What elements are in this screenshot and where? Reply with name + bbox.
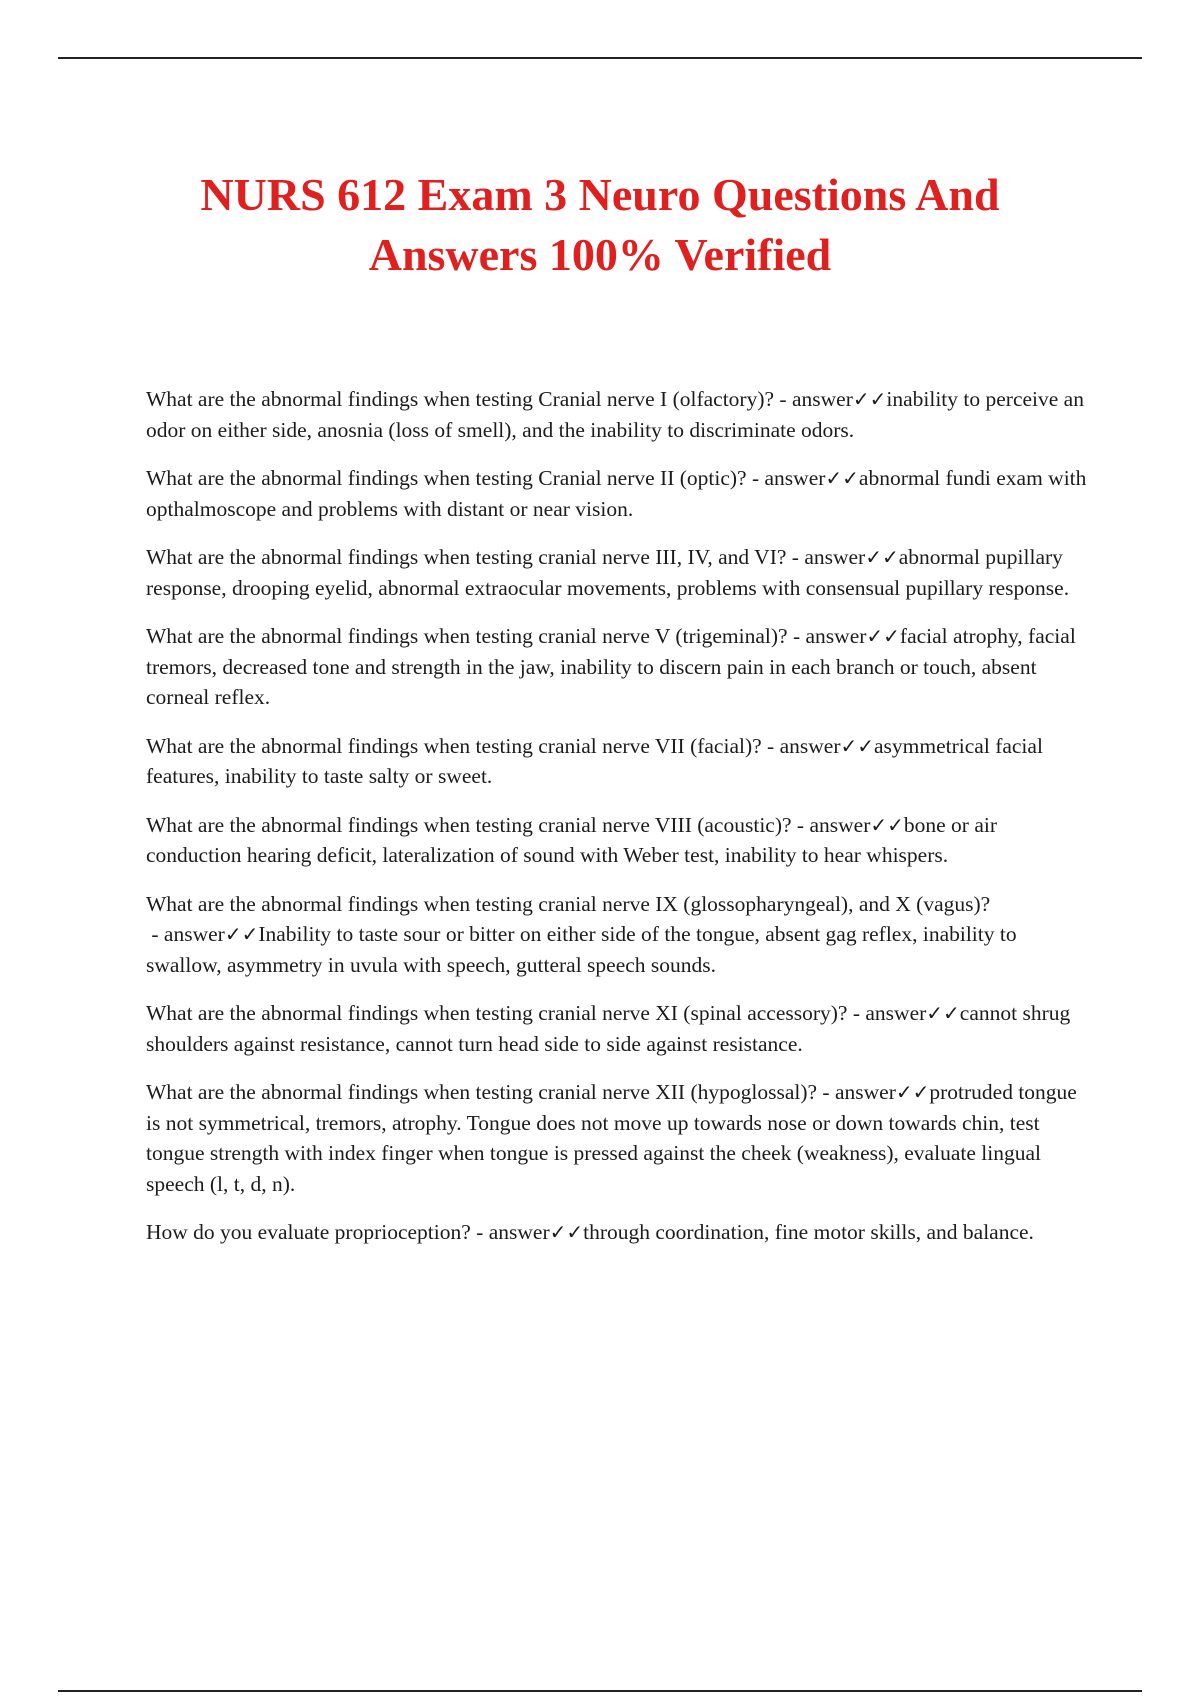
answer-label: answer <box>804 545 866 569</box>
answer-label: answer <box>764 466 826 490</box>
answer-separator: - <box>817 1080 835 1104</box>
check-icon: ✓✓ <box>870 812 904 837</box>
qa-list <box>146 384 1096 1266</box>
question-text: What are the abnormal findings when testing cranial nerve XII (hypoglossal)? <box>146 1080 818 1104</box>
question-text: What are the abnormal findings when testing cranial nerve III, IV, and VI? <box>146 545 787 569</box>
answer-text: cannot shrug shoulders against resistance, cannot turn head side to side against resistance. <box>146 1001 1071 1056</box>
question-text: What are the abnormal findings when testing cranial nerve V (trigeminal)? <box>146 624 788 648</box>
answer-separator: - <box>786 545 805 569</box>
question-text: How do you evaluate proprioception? <box>146 1220 471 1244</box>
answer-separator: - <box>791 812 810 837</box>
answer-separator: - <box>787 624 806 648</box>
answer-text: asymmetrical facial features, inability to taste salty or sweet. <box>146 733 1043 788</box>
answer-label: answer <box>163 922 225 946</box>
qa-item <box>146 621 1096 713</box>
answer-text: inability to perceive an odor on either side, anosnia (loss of smell), and the inability to discriminate odors. <box>146 387 1084 442</box>
answer-text: bone or air conduction hearing deficit, lateralization of sound with Weber test, inability to hear whispers. <box>146 812 998 867</box>
check-icon: ✓✓ <box>895 1080 930 1104</box>
answer-label: answer <box>488 1220 550 1244</box>
check-icon: ✓✓ <box>549 1220 584 1244</box>
answer-text: through coordination, fine motor skills, and balance. <box>583 1220 1034 1244</box>
check-icon: ✓✓ <box>866 624 900 648</box>
answer-label: answer <box>805 624 867 648</box>
question-text: What are the abnormal findings when testing Cranial nerve II (optic)? <box>146 466 747 490</box>
qa-item <box>146 1217 1096 1248</box>
question-text: What are the abnormal findings when testing cranial nerve IX (glossopharyngeal), and X (vagus)? <box>146 891 991 916</box>
qa-item <box>146 731 1096 792</box>
answer-separator: - <box>761 733 780 758</box>
qa-item <box>146 463 1096 524</box>
answer-text: abnormal pupillary response, drooping eyelid, abnormal extraocular movements, problems with consensual pupillary response. <box>146 545 1070 600</box>
check-icon: ✓✓ <box>840 733 874 758</box>
answer-separator: - <box>774 387 792 411</box>
header-rule <box>58 57 1142 59</box>
answer-label: answer <box>809 812 871 837</box>
answer-separator: - <box>847 1001 866 1025</box>
answer-label: answer <box>865 1001 927 1025</box>
answer-separator: - <box>146 922 164 946</box>
answer-text: facial atrophy, facial tremors, decreased tone and strength in the jaw, inability to discern pain in each branch or touch, absent corneal reflex. <box>146 624 1076 709</box>
question-text: What are the abnormal findings when testing cranial nerve VIII (acoustic)? <box>146 812 792 837</box>
answer-label: answer <box>834 1080 896 1104</box>
answer-label: answer <box>791 387 853 411</box>
qa-item <box>146 384 1096 445</box>
check-icon: ✓✓ <box>852 387 887 411</box>
answer-label: answer <box>779 733 841 758</box>
qa-item <box>146 810 1096 871</box>
answer-separator: - <box>746 466 765 490</box>
qa-item <box>146 1077 1096 1199</box>
check-icon: ✓✓ <box>825 466 859 490</box>
question-text: What are the abnormal findings when testing cranial nerve VII (facial)? <box>146 733 762 758</box>
qa-item <box>146 998 1096 1059</box>
check-icon: ✓✓ <box>926 1001 960 1025</box>
qa-item <box>146 542 1096 603</box>
answer-text: protruded tongue is not symmetrical, tremors, atrophy. Tongue does not move up towards nose or down towards chin, test tongue strength with index finger when tongue is pressed against the cheek (weakness), evaluate lingual speech (l, t, d, n). <box>146 1080 1077 1196</box>
answer-text: Inability to taste sour or bitter on either side of the tongue, absent gag reflex, inability to swallow, asymmetry in uvula with speech, gutteral speech sounds. <box>146 922 1017 977</box>
qa-item <box>146 889 1096 981</box>
answer-separator: - <box>470 1220 489 1244</box>
document-title: NURS 612 Exam 3 Neuro Questions And Answers 100% Verified <box>200 169 1000 280</box>
footer-rule <box>58 1690 1142 1692</box>
question-text: What are the abnormal findings when testing Cranial nerve I (olfactory)? <box>146 387 775 411</box>
check-icon: ✓✓ <box>865 545 899 569</box>
check-icon: ✓✓ <box>224 922 259 946</box>
question-text: What are the abnormal findings when testing cranial nerve XI (spinal accessory)? <box>146 1001 848 1025</box>
answer-text: abnormal fundi exam with opthalmoscope and problems with distant or near vision. <box>146 466 1087 521</box>
